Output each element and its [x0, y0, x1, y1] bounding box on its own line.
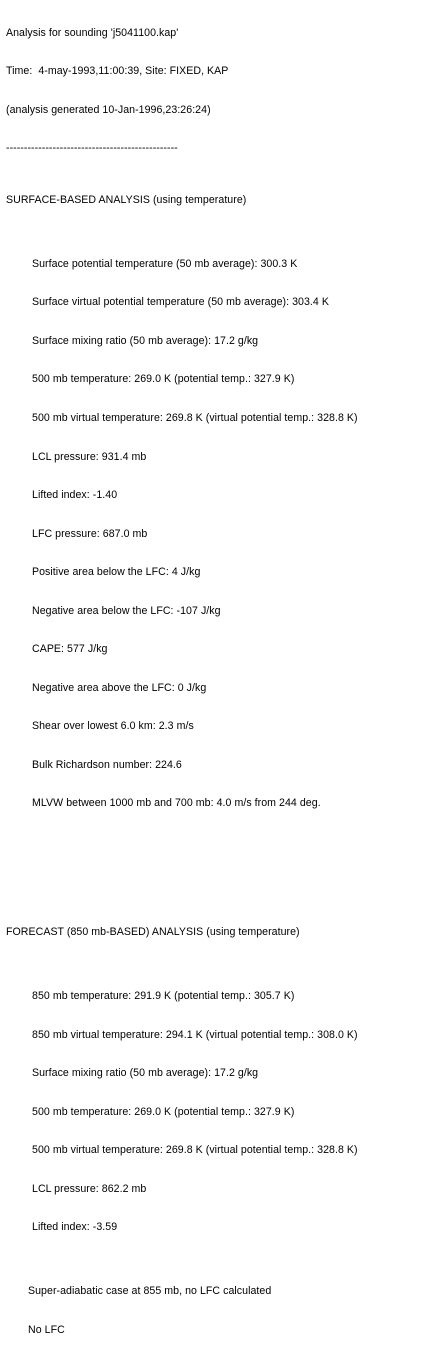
forecast-line: Lifted index: -3.59: [32, 1221, 118, 1234]
surface-section-title: SURFACE-BASED ANALYSIS (using temperature): [6, 193, 247, 206]
analysis-title: Analysis for sounding 'j5041100.kap': [6, 26, 179, 39]
forecast-note-superadiabatic: Super-adiabatic case at 855 mb, no LFC calculated: [28, 1285, 272, 1298]
surface-line: Bulk Richardson number: 224.6: [32, 758, 182, 771]
surface-line: LFC pressure: 687.0 mb: [32, 527, 148, 540]
surface-line: Negative area below the LFC: -107 J/kg: [32, 604, 221, 617]
surface-line: 500 mb temperature: 269.0 K (potential temp.: 327.9 K): [32, 373, 295, 386]
forecast-section-title: FORECAST (850 mb-BASED) ANALYSIS (using temperature): [6, 925, 300, 938]
forecast-line: 850 mb virtual temperature: 294.1 K (virtual potential temp.: 308.0 K): [32, 1028, 358, 1041]
surface-line: Surface mixing ratio (50 mb average): 17.2 g/kg: [32, 334, 259, 347]
surface-line: CAPE: 577 J/kg: [32, 643, 108, 656]
analysis-text: [6, 1, 442, 1362]
surface-line: Surface potential temperature (50 mb average): 300.3 K: [32, 257, 298, 270]
forecast-line: 850 mb temperature: 291.9 K (potential temp.: 305.7 K): [32, 989, 295, 1002]
surface-line: Shear over lowest 6.0 km: 2.3 m/s: [32, 720, 194, 733]
surface-line: LCL pressure: 931.4 mb: [32, 450, 147, 463]
forecast-line: LCL pressure: 862.2 mb: [32, 1182, 147, 1195]
forecast-note-no-lfc: No LFC: [28, 1323, 65, 1336]
surface-line: Lifted index: -1.40: [32, 489, 118, 502]
section-spacer: [6, 874, 442, 887]
forecast-line: 500 mb temperature: 269.0 K (potential temp.: 327.9 K): [32, 1105, 295, 1118]
header-divider: ------------------------------------------------: [6, 142, 178, 155]
analysis-time-site: Time: 4-may-1993,11:00:39, Site: FIXED, KAP: [6, 65, 229, 78]
surface-line: 500 mb virtual temperature: 269.8 K (virtual potential temp.: 328.8 K): [32, 412, 358, 424]
forecast-line: Surface mixing ratio (50 mb average): 17.2 g/kg: [32, 1067, 259, 1080]
surface-line: Positive area below the LFC: 4 J/kg: [32, 566, 201, 579]
surface-line: Negative area above the LFC: 0 J/kg: [32, 681, 207, 694]
surface-section-list: [6, 232, 442, 836]
surface-line: MLVW between 1000 mb and 700 mb: 4.0 m/s from 244 deg.: [32, 797, 321, 810]
forecast-line: 500 mb virtual temperature: 269.8 K (virtual potential temp.: 328.8 K): [32, 1144, 358, 1157]
analysis-generated: (analysis generated 10-Jan-1996,23:26:24): [6, 103, 211, 116]
surface-line: Surface virtual potential temperature (50 mb average): 303.4 K: [32, 296, 329, 309]
forecast-section-list: [6, 964, 442, 1259]
